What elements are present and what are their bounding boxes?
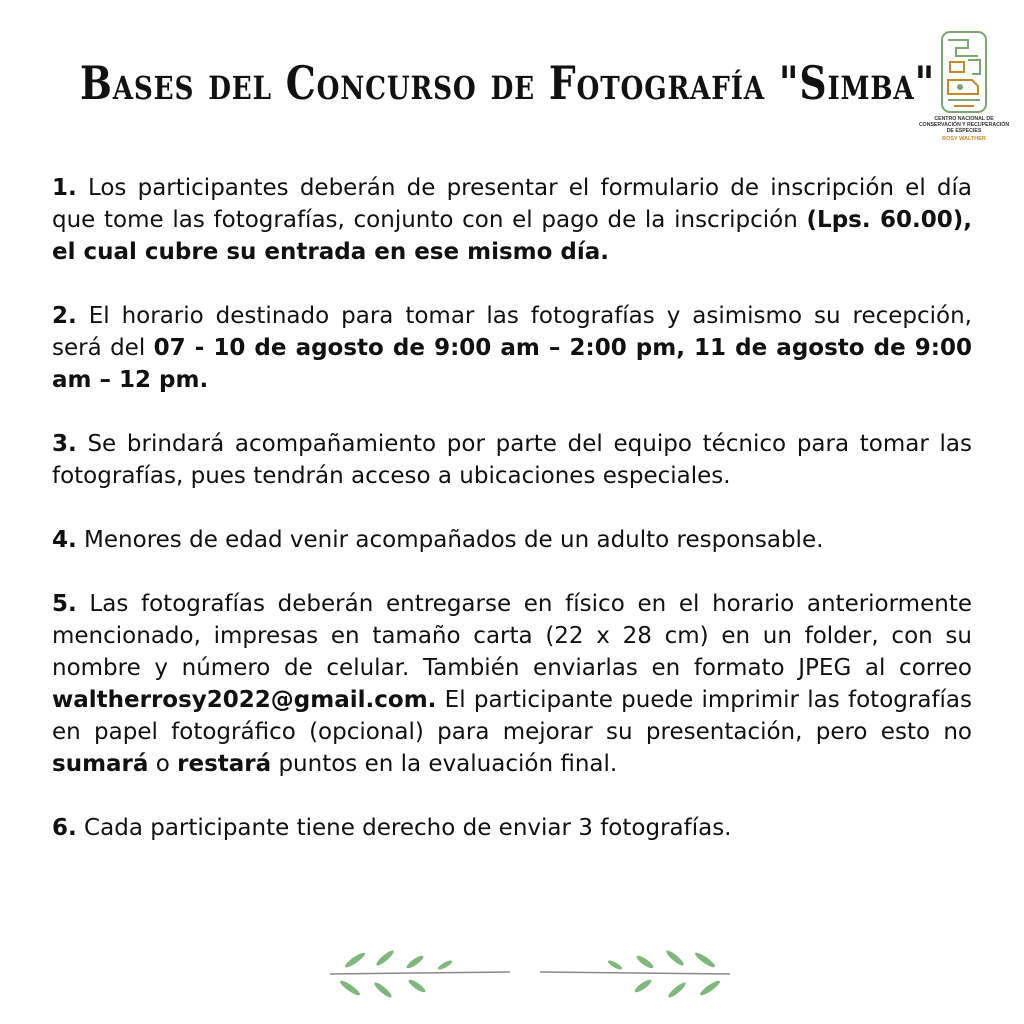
rule-item bbox=[52, 524, 972, 556]
rule-item bbox=[52, 812, 972, 844]
rule-text: Se brindará acompañamiento por parte del equipo técnico para tomar las fotografías, pues tendrán acceso a ubicaciones especiales. bbox=[52, 431, 972, 489]
rule-item bbox=[52, 300, 972, 396]
rules-list bbox=[52, 172, 972, 876]
rule-number: 5. bbox=[52, 591, 77, 617]
rule-text: Cada participante tiene derecho de enviar 3 fotografías. bbox=[76, 815, 732, 841]
rule-number: 3. bbox=[52, 431, 77, 457]
logo-org-name: CENTRO NACIONAL DE CONSERVACIÓN Y RECUPERACIÓN DE ESPECIES bbox=[918, 116, 1010, 134]
rule-item bbox=[52, 172, 972, 268]
rule-bold-text: (Lps. 60.00), el cual cubre su entrada en ese mismo día. bbox=[52, 207, 972, 265]
rule-number: 4. bbox=[52, 527, 77, 553]
rule-bold-text: 07 - 10 de agosto de 9:00 am – 2:00 pm, 11 de agosto de 9:00 am – 12 pm. bbox=[52, 335, 973, 393]
rule-item bbox=[52, 588, 972, 780]
rule-text: El participante puede imprimir las fotografías en papel fotográfico (opcional) para mejorar su presentación, pero esto no bbox=[52, 687, 972, 745]
rule-text: Los participantes deberán de presentar el formulario de inscripción el día que tome las fotografías, conjunto con el pago de la inscripción bbox=[52, 175, 972, 233]
logo-sub-name: ROSY WALTHER bbox=[942, 136, 986, 142]
rule-item bbox=[52, 428, 972, 492]
rule-number: 6. bbox=[52, 815, 77, 841]
rule-bold-text: sumará bbox=[52, 751, 149, 777]
rule-text: El horario destinado para tomar las fotografías y asimismo su recepción, será del bbox=[52, 303, 972, 361]
rule-text: Las fotografías deberán entregarse en físico en el horario anteriormente mencionado, impresas en tamaño carta (22 x 28 cm) en un folder, con su nombre y número de celular. También enviarlas en formato JPEG al correo bbox=[52, 591, 972, 681]
logo-emblem-icon bbox=[940, 30, 988, 114]
page-title: Bases del Concurso de Fotografía "Simba" bbox=[80, 56, 936, 110]
leaf-branch-ornament-icon bbox=[325, 938, 735, 1008]
organization-logo bbox=[916, 30, 1012, 145]
rule-number: 2. bbox=[52, 303, 77, 329]
rule-text: o bbox=[148, 751, 178, 777]
rule-text: Menores de edad venir acompañados de un adulto responsable. bbox=[76, 527, 824, 553]
email-address: waltherrosy2022@gmail.com. bbox=[52, 687, 437, 713]
rule-text: puntos en la evaluación final. bbox=[271, 751, 618, 777]
rule-bold-text: restará bbox=[177, 751, 272, 777]
rule-number: 1. bbox=[52, 175, 77, 201]
